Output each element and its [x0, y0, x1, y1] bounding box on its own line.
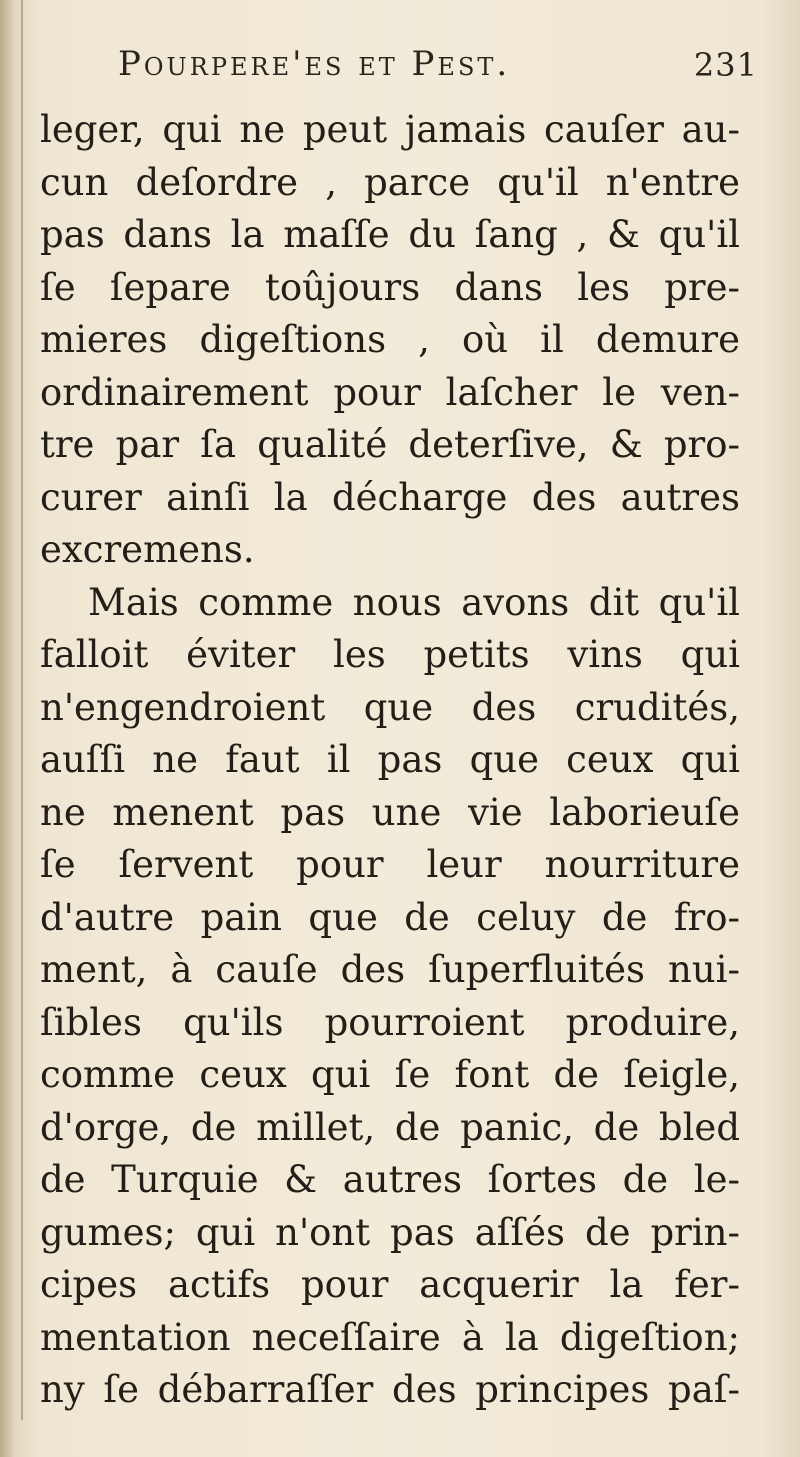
page-header	[118, 44, 758, 94]
text-line: pas dans la maſſe du ſang , & qu'il	[40, 213, 740, 256]
text-line: cipes actifs pour acquerir la fer-	[40, 1263, 740, 1306]
text-line: ny ſe débarraſſer des principes paſ-	[40, 1368, 740, 1411]
text-line: leger, qui ne peut jamais cauſer au-	[40, 108, 740, 151]
paragraph-end-line: excremens.	[40, 528, 255, 571]
text-line: d'orge, de millet, de panic, de bled	[40, 1105, 740, 1149]
text-line: d'autre pain que de celuy de fro-	[40, 895, 740, 939]
text-line: curer ainſi la décharge des autres	[40, 475, 740, 519]
text-line: ſe ſepare toûjours dans les pre-	[40, 265, 740, 309]
text-line: mieres digeſtions , où il demure	[40, 318, 740, 361]
running-title: Pourpere'es et Pest.	[118, 44, 511, 84]
text-line: comme ceux qui ſe font de ſeigle,	[40, 1053, 740, 1096]
page-number: 231	[693, 46, 758, 84]
text-line: ſibles qu'ils pourroient produire,	[40, 1000, 740, 1044]
text-line: gumes; qui n'ont pas aſſés de prin-	[40, 1210, 740, 1254]
text-line: tre par ſa qualité deterſive, & pro-	[40, 423, 740, 466]
paragraph-start-line: Mais comme nous avons dit qu'il	[88, 580, 740, 624]
page-binding	[0, 0, 14, 1457]
text-line: de Turquie & autres ſortes de le-	[40, 1158, 740, 1201]
text-line: cun deſordre , parce qu'il n'entre	[40, 160, 740, 204]
text-line: auſſi ne faut il pas que ceux qui	[40, 738, 740, 781]
text-line: ne menent pas une vie laborieuſe	[40, 790, 740, 834]
text-line: mentation neceſſaire à la digeſtion;	[40, 1315, 740, 1359]
text-line: ment, à cauſe des ſuperfluités nui-	[40, 948, 740, 991]
text-line: ordinairement pour laſcher le ven-	[40, 370, 740, 414]
text-line: n'engendroient que des crudités,	[40, 685, 740, 729]
text-line: falloit éviter les petits vins qui	[40, 633, 740, 676]
gutter-line	[21, 0, 23, 1420]
text-line: ſe ſervent pour leur nourriture	[40, 843, 740, 886]
body-text	[40, 104, 740, 1417]
